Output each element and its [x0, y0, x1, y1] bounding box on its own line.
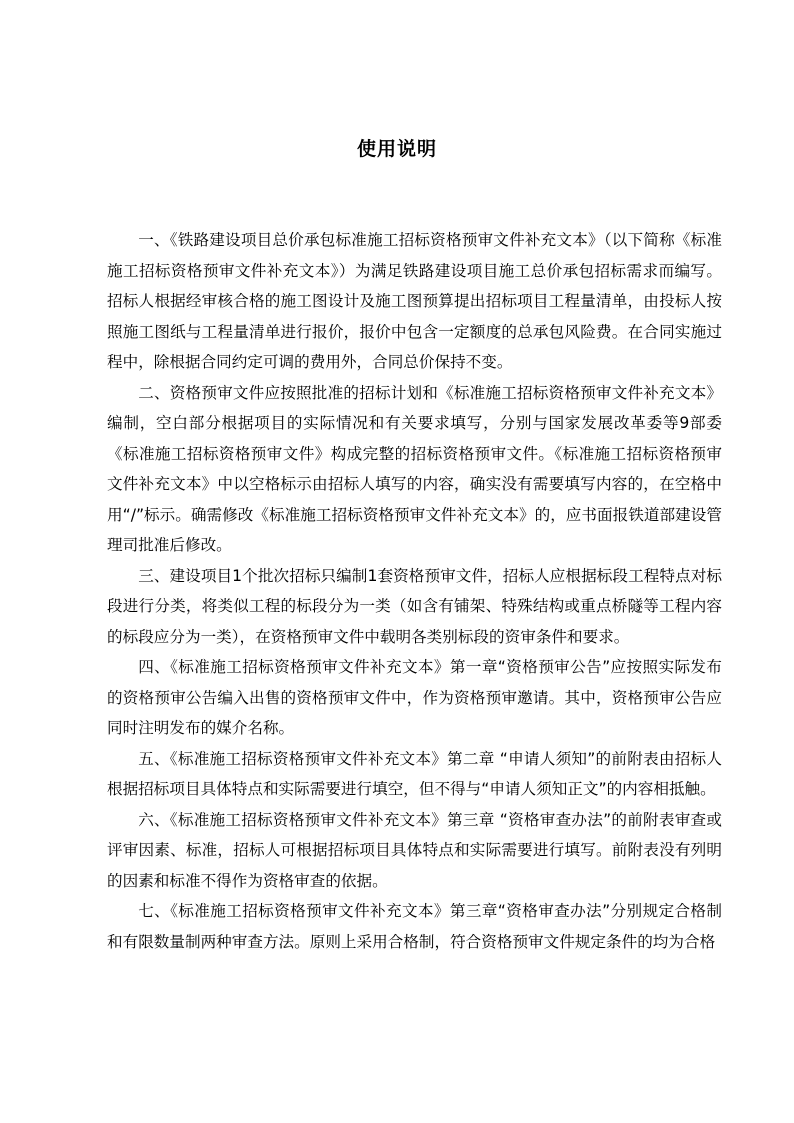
- paragraph-1: 一、《铁路建设项目总价承包标准施工招标资格预审文件补充文本》（以下简称《标准施工招标资格预审文件补充文本》）为满足铁路建设项目施工总价承包招标需求而编写。招标人根据经审核合格的施工图设计及施工图预算提出招标项目工程量清单，由投标人按照施工图纸与工程量清单进行报价，报价中包含一定额度的总承包风险费。在合同实施过程中，除根据合同约定可调的费用外，合同总价保持不变。: [107, 231, 722, 371]
- document-body: [107, 225, 722, 957]
- paragraph-7: 七、《标准施工招标资格预审文件补充文本》第三章“资格审查办法”分别规定合格制和有限数量制两种审查方法。原则上采用合格制，符合资格预审文件规定条件的均为合格: [107, 902, 722, 951]
- paragraph-2: 二、资格预审文件应按照批准的招标计划和《标准施工招标资格预审文件补充文本》编制，空白部分根据项目的实际情况和有关要求填写，分别与国家发展改革委等9部委《标准施工招标资格预审文件》构成完整的招标资格预审文件。《标准施工招标资格预审文件补充文本》中以空格标示由招标人填写的内容，确实没有需要填写内容的，在空格中用“/”标示。确需修改《标准施工招标资格预审文件补充文本》的，应书面报铁道部建设管理司批准后修改。: [107, 383, 722, 554]
- paragraph-4: 四、《标准施工招标资格预审文件补充文本》第一章“资格预审公告”应按照实际发布的资格预审公告编入出售的资格预审文件中，作为资格预审邀请。其中，资格预审公告应同时注明发布的媒介名称。: [107, 658, 722, 737]
- page-title: 使用说明: [356, 138, 437, 160]
- paragraph-5: 五、《标准施工招标资格预审文件补充文本》第二章 “申请人须知”的前附表由招标人根据招标项目具体特点和实际需要进行填空，但不得与“申请人须知正文”的内容相抵触。: [107, 749, 722, 798]
- paragraph-6: 六、《标准施工招标资格预审文件补充文本》第三章 “资格审查办法”的前附表审查或评审因素、标准，招标人可根据招标项目具体特点和实际需要进行填写。前附表没有列明的因素和标准不得作为资格审查的依据。: [107, 810, 722, 890]
- paragraph-3: 三、建设项目1个批次招标只编制1套资格预审文件，招标人应根据标段工程特点对标段进行分类，将类似工程的标段分为一类（如含有铺架、特殊结构或重点桥隧等工程内容的标段应分为一类），在资格预审文件中载明各类别标段的资审条件和要求。: [107, 566, 722, 646]
